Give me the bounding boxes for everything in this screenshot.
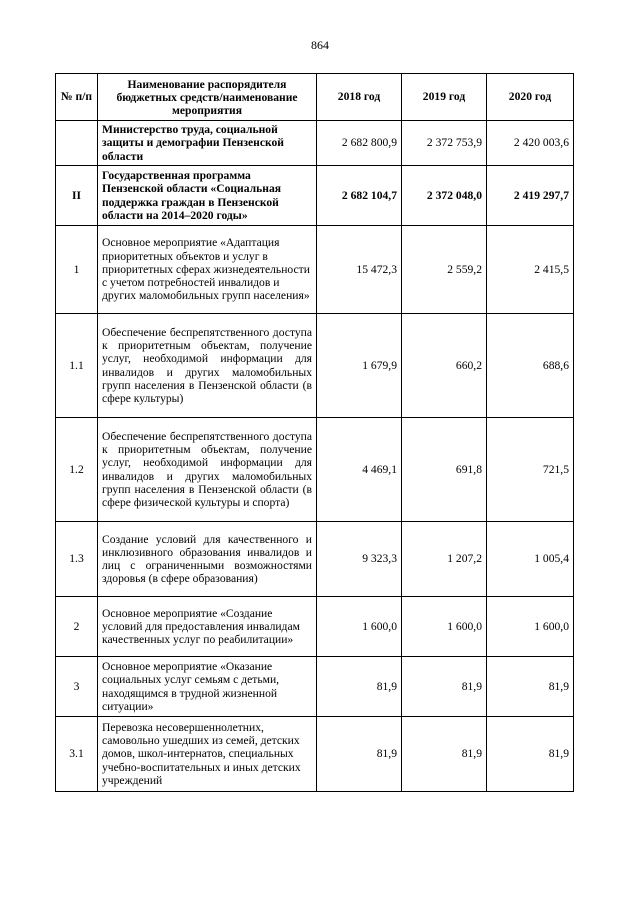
row-value-2020: 1 600,0 xyxy=(487,597,574,657)
row-name: Обеспечение беспрепятственного доступа к приоритетным объектам, получение услуг, необходимой информации для инвалидов и других маломобильных групп населения в Пензенской области (в сфере физической культуры и спорта) xyxy=(98,418,317,522)
row-name: Перевозка несовершеннолетних, самовольно ушедших из семей, детских домов, школ-интернатов, специальных учебно-воспитательных и иных детских учреждений xyxy=(98,717,317,792)
header-name: Наименование распорядителя бюджетных средств/наименование мероприятия xyxy=(98,74,317,121)
header-2020: 2020 год xyxy=(487,74,574,121)
header-2018: 2018 год xyxy=(317,74,402,121)
header-2019: 2019 год xyxy=(402,74,487,121)
row-value-2020: 2 420 003,6 xyxy=(487,121,574,166)
page-number: 864 xyxy=(311,38,329,52)
row-value-2019: 81,9 xyxy=(402,657,487,717)
table-row xyxy=(56,717,574,792)
row-value-2019: 691,8 xyxy=(402,418,487,522)
row-name: Создание условий для качественного и инклюзивного образования инвалидов и лиц с ограниченными возможностями здоровья (в сфере образования) xyxy=(98,522,317,597)
table-row xyxy=(56,418,574,522)
row-name: Обеспечение беспрепятственного доступа к приоритетным объектам, получение услуг, необходимой информации для инвалидов и других маломобильных групп населения в Пензенской области (в сфере культуры) xyxy=(98,314,317,418)
row-number: 3 xyxy=(56,657,98,717)
row-number: 1.1 xyxy=(56,314,98,418)
row-value-2018: 2 682 800,9 xyxy=(317,121,402,166)
row-value-2020: 2 415,5 xyxy=(487,226,574,314)
header-num: № п/п xyxy=(56,74,98,121)
row-value-2019: 2 372 753,9 xyxy=(402,121,487,166)
row-value-2019: 2 372 048,0 xyxy=(402,166,487,226)
row-value-2018: 2 682 104,7 xyxy=(317,166,402,226)
table-row xyxy=(56,657,574,717)
row-value-2020: 721,5 xyxy=(487,418,574,522)
table-row xyxy=(56,121,574,166)
row-value-2020: 2 419 297,7 xyxy=(487,166,574,226)
row-value-2018: 15 472,3 xyxy=(317,226,402,314)
row-value-2018: 9 323,3 xyxy=(317,522,402,597)
row-number: 1 xyxy=(56,226,98,314)
table-row xyxy=(56,314,574,418)
row-number: 1.3 xyxy=(56,522,98,597)
row-value-2020: 1 005,4 xyxy=(487,522,574,597)
table-row xyxy=(56,166,574,226)
row-value-2018: 1 600,0 xyxy=(317,597,402,657)
row-value-2018: 81,9 xyxy=(317,717,402,792)
row-value-2019: 1 600,0 xyxy=(402,597,487,657)
row-number: 1.2 xyxy=(56,418,98,522)
row-value-2019: 81,9 xyxy=(402,717,487,792)
row-number xyxy=(56,121,98,166)
row-name: Государственная программа Пензенской области «Социальная поддержка граждан в Пензенской области на 2014–2020 годы» xyxy=(98,166,317,226)
row-number: 2 xyxy=(56,597,98,657)
row-name: Министерство труда, социальной защиты и демографии Пензенской области xyxy=(98,121,317,166)
table-row xyxy=(56,226,574,314)
row-value-2020: 81,9 xyxy=(487,717,574,792)
row-number: II xyxy=(56,166,98,226)
table-header-row xyxy=(56,74,574,121)
row-value-2019: 660,2 xyxy=(402,314,487,418)
row-value-2018: 81,9 xyxy=(317,657,402,717)
row-value-2018: 4 469,1 xyxy=(317,418,402,522)
row-name: Основное мероприятие «Создание условий для предоставления инвалидам качественных услуг по реабилитации» xyxy=(98,597,317,657)
row-value-2019: 2 559,2 xyxy=(402,226,487,314)
row-value-2019: 1 207,2 xyxy=(402,522,487,597)
table-row xyxy=(56,597,574,657)
row-value-2020: 688,6 xyxy=(487,314,574,418)
row-value-2018: 1 679,9 xyxy=(317,314,402,418)
table-row xyxy=(56,522,574,597)
row-number: 3.1 xyxy=(56,717,98,792)
row-value-2020: 81,9 xyxy=(487,657,574,717)
row-name: Основное мероприятие «Адаптация приоритетных объектов и услуг в приоритетных сферах жизнедеятельности с учетом потребностей инвалидов и других маломобильных групп населения» xyxy=(98,226,317,314)
budget-table xyxy=(55,73,574,792)
row-name: Основное мероприятие «Оказание социальных услуг семьям с детьми, находящимся в трудной жизненной ситуации» xyxy=(98,657,317,717)
